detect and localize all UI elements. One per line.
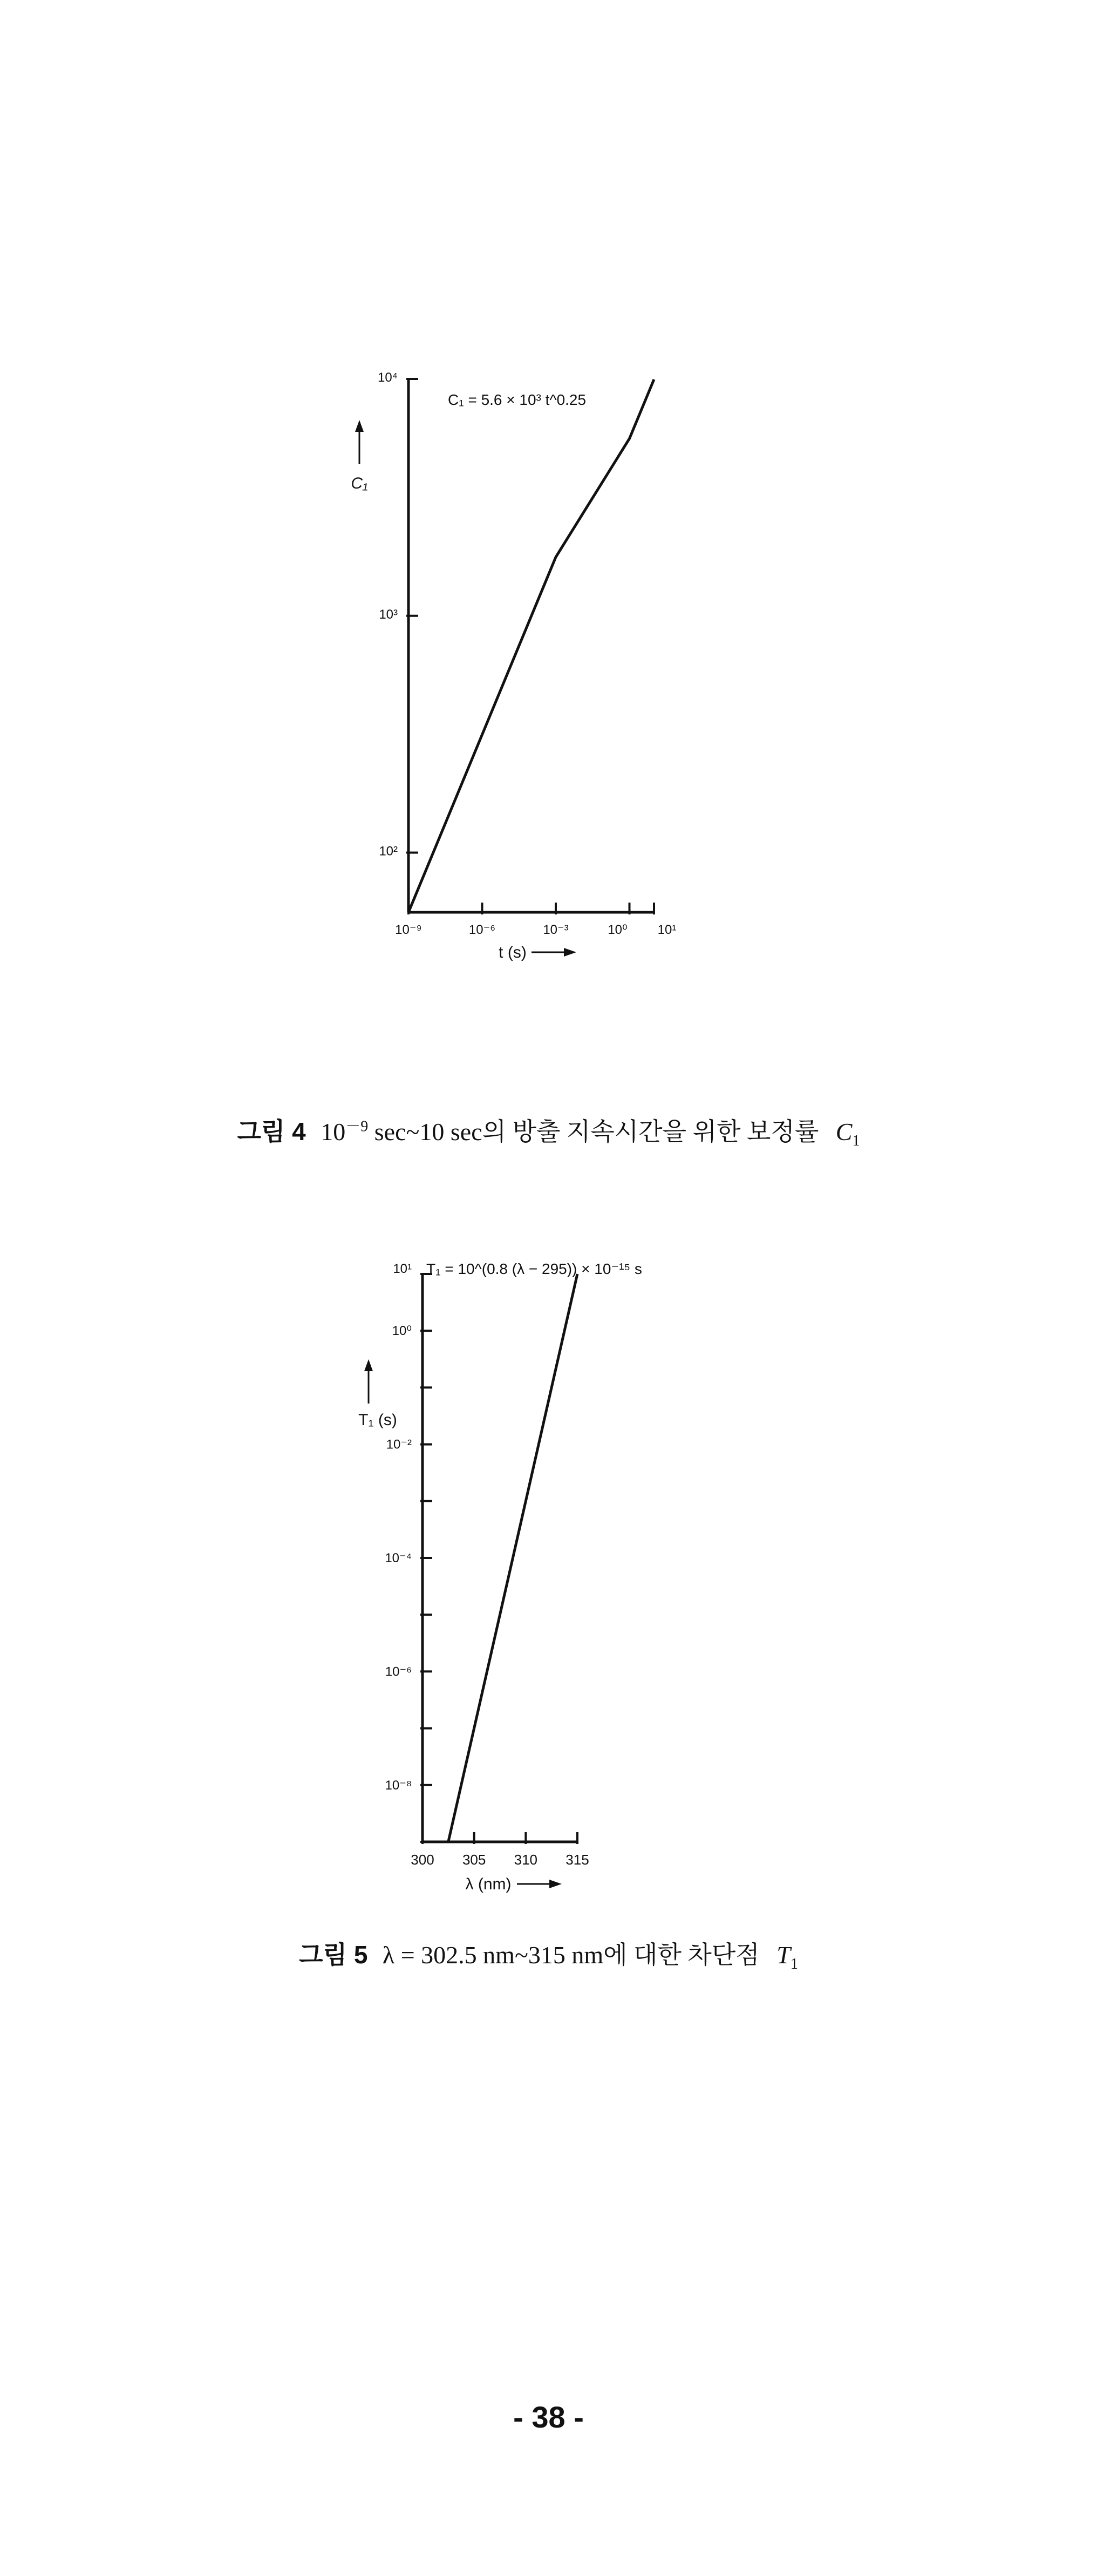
chart4-xlabel: t (s) — [499, 944, 527, 961]
chart5-xlabel-arrowhead — [549, 1880, 562, 1888]
chart4-x-tick-label: 10¹ — [657, 923, 677, 937]
chart4-annotation: C₁ = 5.6 × 10³ t^0.25 — [448, 391, 587, 408]
chart5-y-tick-label: 10⁻⁶ — [385, 1664, 412, 1679]
figure-5-caption-text: λ = 302.5 nm~315 nm에 대한 차단점 — [382, 1941, 760, 1969]
figure-4-caption-pre: 10 — [321, 1118, 346, 1145]
page-number: - 38 - — [513, 2400, 584, 2434]
figure-4-label: 그림 4 — [237, 1117, 306, 1145]
chart4-y-tick-label: 10² — [379, 844, 398, 859]
chart4-ylabel: C₁ — [351, 474, 368, 492]
chart4-x-tick-label: 10⁻³ — [543, 923, 569, 937]
chart5-y-tick-label: 10⁻⁴ — [385, 1551, 412, 1565]
chart5-y-tick-label: 10¹ — [393, 1262, 412, 1276]
figure-4-caption — [0, 1112, 1097, 1150]
chart5-y-tick-label: 10⁰ — [392, 1324, 412, 1339]
chart4-x-tick-label: 10⁰ — [608, 923, 628, 937]
chart5-y-tick-label: 10⁻² — [386, 1437, 412, 1452]
figure-4-caption-text: sec~10 sec의 방출 지속시간을 위한 보정률 — [374, 1118, 819, 1145]
figure-4-caption-sup: －9 — [345, 1118, 369, 1135]
chart5-x-tick-label: 310 — [514, 1852, 538, 1868]
chart5-x-tick-label: 300 — [411, 1852, 434, 1868]
chart4-y-tick-label: 10⁴ — [377, 370, 398, 385]
figure-5-caption-symbol: $T_1$ — [776, 1941, 798, 1973]
chart4-x-tick-label: 10⁻⁶ — [468, 923, 496, 937]
chart5-annotation: T₁ = 10^(0.8 (λ − 295)) × 10⁻¹⁵ s — [426, 1260, 642, 1277]
chart5-series-line — [448, 1274, 577, 1842]
chart5-x-tick-label: 305 — [462, 1852, 486, 1868]
figure-5-caption — [0, 1935, 1097, 1973]
chart5-ylabel-arrowhead — [364, 1359, 373, 1371]
chart5-ylabel: T₁ (s) — [358, 1411, 397, 1429]
chart4-x-tick-label: 10⁻⁹ — [395, 923, 422, 937]
chart4-y-tick-label: 10³ — [379, 607, 398, 622]
chart5-y-tick-label: 10⁻⁸ — [385, 1778, 412, 1793]
chart5-axes — [423, 1274, 577, 1842]
figure-4-caption-symbol: $C_1$ — [835, 1118, 860, 1150]
chart5-xlabel: λ (nm) — [465, 1875, 512, 1893]
figure-5-label: 그림 5 — [299, 1941, 368, 1969]
chart5-x-tick-label: 315 — [565, 1852, 589, 1868]
